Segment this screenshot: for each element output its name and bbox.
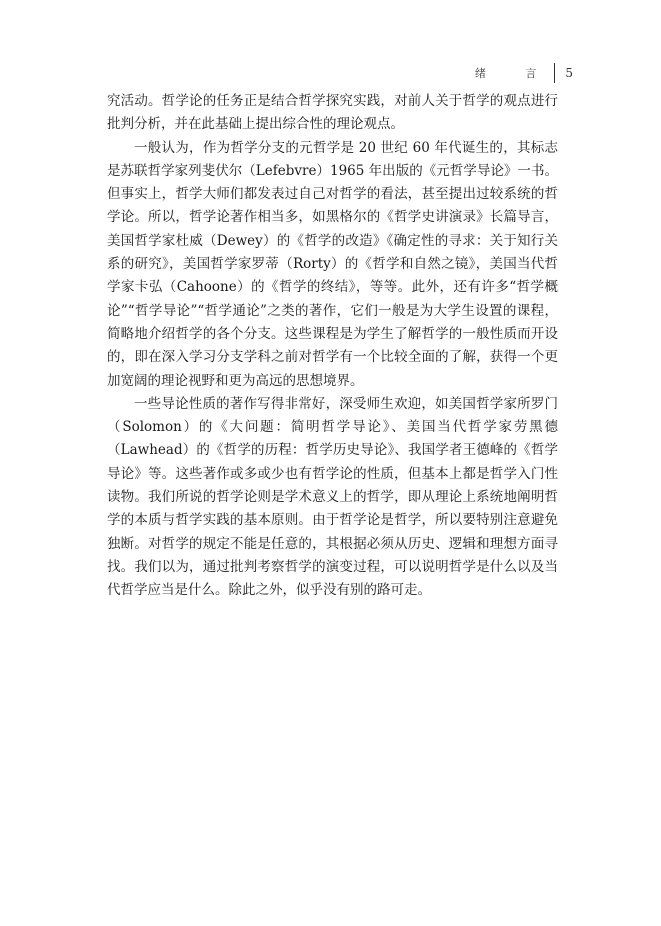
- paragraph: 究活动。哲学论的任务正是结合哲学探究实践，对前人关于哲学的观点进行批判分析，并在此基础上提出综合性的理论观点。: [107, 93, 558, 133]
- paragraph: 一些导论性质的著作写得非常好，深受师生欢迎，如美国哲学家所罗门（Solomon）的《大问题：简明哲学导论》、美国当代哲学家劳黑德（Lawhead）的《哲学的历程：哲学历史导论》、我国学者王德峰的《哲学导论》等。这些著作或多或少也有哲学论的性质，但基本上都是哲学入门性读物。我们所说的哲学论则是学术意义上的哲学，即从理论上系统地阐明哲学的本质与哲学实践的基本原则。由于哲学论是哲学，所以要特别注意避免独断。对哲学的规定不能是任意的，其根据必须从历史、逻辑和理想方面寻找。我们以为，通过批判考察哲学的演变过程，可以说明哲学是什么以及当代哲学应当是什么。除此之外，似乎没有别的路可走。: [107, 395, 558, 599]
- chapter-title: 绪 言: [474, 67, 555, 80]
- running-header: [475, 62, 573, 84]
- body-text: [107, 90, 558, 603]
- header-divider: [554, 63, 555, 83]
- paragraph: 一般认为，作为哲学分支的元哲学是 20 世纪 60 年代诞生的，其标志是苏联哲学家列斐伏尔（Lefebvre）1965 年出版的《元哲学导论》一书。但事实上，哲学大师们都发表过自己对哲学的看法，甚至提出过较系统的哲学论。所以，哲学论著作相当多，如黑格尔的《哲学史讲演录》长篇导言，美国哲学家杜威（Dewey）的《哲学的改造》《确定性的寻求：关于知行关系的研究》，美国哲学家罗蒂（Rorty）的《哲学和自然之镜》，美国当代哲学家卡弘（Cahoone）的《哲学的终结》，等等。此外，还有许多“哲学概论”“哲学导论”“哲学通论”之类的著作，它们一般是为大学生设置的课程，简略地介绍哲学的各个分支。这些课程是为学生了解哲学的一般性质而开设的，即在深入学习分支学科之前对哲学有一个比较全面的了解，获得一个更加宽阔的理论视野和更为高远的思想境界。: [107, 139, 558, 389]
- page-number: 5: [565, 66, 573, 80]
